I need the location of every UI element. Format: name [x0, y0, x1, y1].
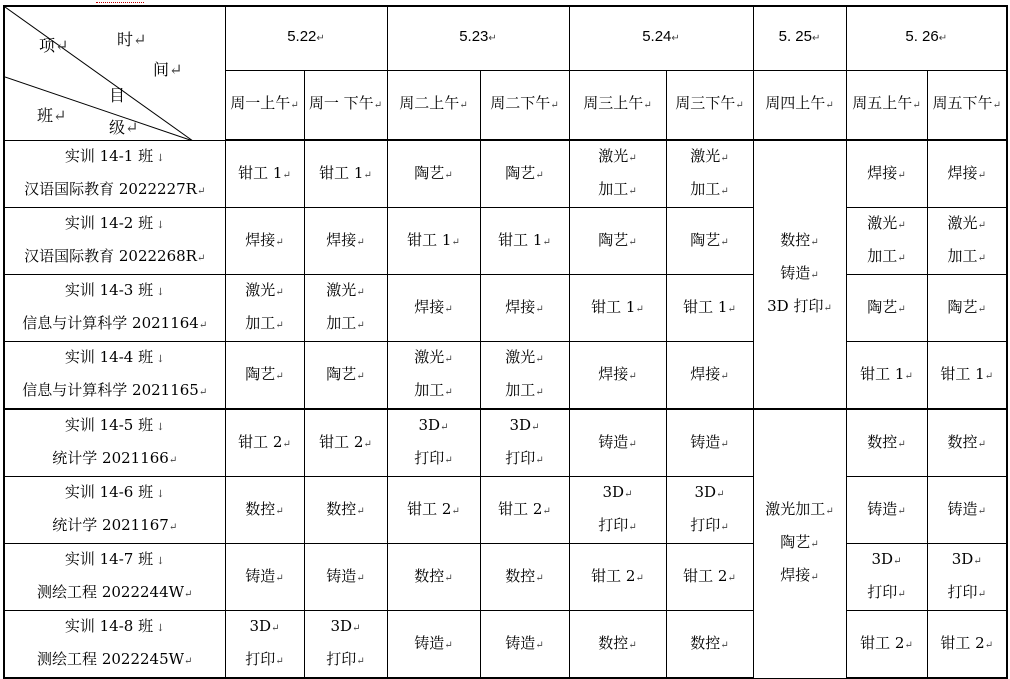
session-cell: 激光↵ 加工↵ — [927, 208, 1007, 275]
session-cell: 数控↵ — [480, 544, 569, 611]
session-cell: 焊接↵ — [225, 208, 304, 275]
date-header: 5.24↵ — [569, 6, 753, 70]
session-cell: 激光↵ 加工↵ — [846, 208, 927, 275]
session-cell: 钳工 2↵ — [480, 477, 569, 544]
session-cell: 焊接↵ — [666, 342, 753, 410]
session-cell: 数控↵ — [304, 477, 387, 544]
day-header: 周四上午↵ — [753, 70, 846, 140]
session-cell: 陶艺↵ — [569, 208, 666, 275]
session-cell: 焊接↵ — [387, 275, 480, 342]
session-cell: 数控↵ — [666, 611, 753, 679]
corner-time-1: 时 ↵ — [117, 30, 147, 49]
session-cell: 激光↵ 加工↵ — [666, 140, 753, 208]
session-cell: 3D↵ 打印↵ — [387, 409, 480, 477]
session-cell: 钳工 2↵ — [387, 477, 480, 544]
session-cell: 钳工 2↵ — [225, 409, 304, 477]
class-name-cell: 实训 14-3 班 ↓ 信息与计算科学 2021164↵ — [4, 275, 225, 342]
class-name-cell: 实训 14-2 班 ↓ 汉语国际教育 2022268R↵ — [4, 208, 225, 275]
session-cell: 钳工 1↵ — [846, 342, 927, 410]
session-cell: 焊接↵ — [927, 140, 1007, 208]
class-name-cell: 实训 14-7 班 ↓ 测绘工程 2022244W↵ — [4, 544, 225, 611]
date-header: 5. 26↵ — [846, 6, 1007, 70]
session-cell: 铸造↵ — [225, 544, 304, 611]
session-cell: 钳工 1↵ — [666, 275, 753, 342]
session-cell: 钳工 2↵ — [666, 544, 753, 611]
session-cell: 激光↵ 加工↵ — [480, 342, 569, 410]
class-name-cell: 实训 14-8 班 ↓ 测绘工程 2022245W↵ — [4, 611, 225, 679]
date-header: 5. 25↵ — [753, 6, 846, 70]
session-cell: 3D↵ 打印↵ — [569, 477, 666, 544]
schedule-table — [3, 5, 1008, 679]
session-cell: 钳工 2↵ — [569, 544, 666, 611]
day-header: 周二下午↵ — [480, 70, 569, 140]
day-header: 周五下午↵ — [927, 70, 1007, 140]
table-row — [4, 208, 1007, 275]
session-cell: 数控↵ — [225, 477, 304, 544]
corner-class: 班 ↵ — [37, 106, 67, 125]
day-header: 周二上午↵ — [387, 70, 480, 140]
corner-grade: 级 ↵ — [109, 118, 139, 137]
table-row — [4, 544, 1007, 611]
session-cell: 焊接↵ — [569, 342, 666, 410]
corner-time-2: 间 ↵ — [153, 60, 183, 79]
session-cell: 焊接↵ — [846, 140, 927, 208]
session-cell: 陶艺↵ — [480, 140, 569, 208]
red-underline-mark — [96, 0, 144, 3]
session-cell: 陶艺↵ — [225, 342, 304, 410]
session-cell: 陶艺↵ — [304, 342, 387, 410]
thursday-merged-cell: 数控↵ 铸造↵ 3D 打印↵ — [753, 140, 846, 409]
session-cell: 铸造↵ — [480, 611, 569, 679]
session-cell: 3D↵ 打印↵ — [846, 544, 927, 611]
session-cell: 钳工 1↵ — [304, 140, 387, 208]
session-cell: 焊接↵ — [304, 208, 387, 275]
date-header: 5.22↵ — [225, 6, 387, 70]
day-header: 周一上午↵ — [225, 70, 304, 140]
day-header: 周三下午↵ — [666, 70, 753, 140]
session-cell: 3D↵ 打印↵ — [304, 611, 387, 679]
table-row — [4, 342, 1007, 410]
session-cell: 铸造↵ — [569, 409, 666, 477]
table-row — [4, 611, 1007, 679]
session-cell: 铸造↵ — [387, 611, 480, 679]
session-cell: 3D↵ 打印↵ — [666, 477, 753, 544]
session-cell: 激光↵ 加工↵ — [225, 275, 304, 342]
session-cell: 激光↵ 加工↵ — [304, 275, 387, 342]
session-cell: 钳工 1↵ — [480, 208, 569, 275]
session-cell: 钳工 2↵ — [304, 409, 387, 477]
date-header: 5.23↵ — [387, 6, 569, 70]
session-cell: 钳工 2↵ — [927, 611, 1007, 679]
session-cell: 陶艺↵ — [387, 140, 480, 208]
table-row — [4, 275, 1007, 342]
session-cell: 3D↵ 打印↵ — [480, 409, 569, 477]
session-cell: 3D↵ 打印↵ — [225, 611, 304, 679]
session-cell: 3D↵ 打印↵ — [927, 544, 1007, 611]
session-cell: 钳工 2↵ — [846, 611, 927, 679]
session-cell: 钳工 1↵ — [387, 208, 480, 275]
class-name-cell: 实训 14-4 班 ↓ 信息与计算科学 2021165↵ — [4, 342, 225, 410]
session-cell: 铸造↵ — [304, 544, 387, 611]
session-cell: 数控↵ — [387, 544, 480, 611]
class-name-cell: 实训 14-1 班 ↓ 汉语国际教育 2022227R↵ — [4, 140, 225, 208]
corner-subject: 目 — [109, 86, 126, 105]
session-cell: 陶艺↵ — [666, 208, 753, 275]
session-cell: 陶艺↵ — [927, 275, 1007, 342]
table-row — [4, 140, 1007, 208]
header-corner-cell — [4, 6, 225, 140]
day-header: 周一 下午↵ — [304, 70, 387, 140]
table-row — [4, 477, 1007, 544]
day-header: 周三上午↵ — [569, 70, 666, 140]
session-cell: 钳工 1↵ — [225, 140, 304, 208]
session-cell: 铸造↵ — [927, 477, 1007, 544]
day-header: 周五上午↵ — [846, 70, 927, 140]
session-cell: 激光↵ 加工↵ — [569, 140, 666, 208]
session-cell: 焊接↵ — [480, 275, 569, 342]
class-name-cell: 实训 14-5 班 ↓ 统计学 2021166↵ — [4, 409, 225, 477]
session-cell: 数控↵ — [569, 611, 666, 679]
session-cell: 数控↵ — [846, 409, 927, 477]
session-cell: 钳工 1↵ — [569, 275, 666, 342]
session-cell: 数控↵ — [927, 409, 1007, 477]
table-row — [4, 409, 1007, 477]
session-cell: 钳工 1↵ — [927, 342, 1007, 410]
session-cell: 铸造↵ — [846, 477, 927, 544]
session-cell: 陶艺↵ — [846, 275, 927, 342]
thursday-merged-cell: 激光加工↵ 陶艺↵ 焊接↵ — [753, 409, 846, 678]
class-name-cell: 实训 14-6 班 ↓ 统计学 2021167↵ — [4, 477, 225, 544]
session-cell: 铸造↵ — [666, 409, 753, 477]
corner-item: 项 ↵ — [39, 36, 69, 55]
session-cell: 激光↵ 加工↵ — [387, 342, 480, 410]
